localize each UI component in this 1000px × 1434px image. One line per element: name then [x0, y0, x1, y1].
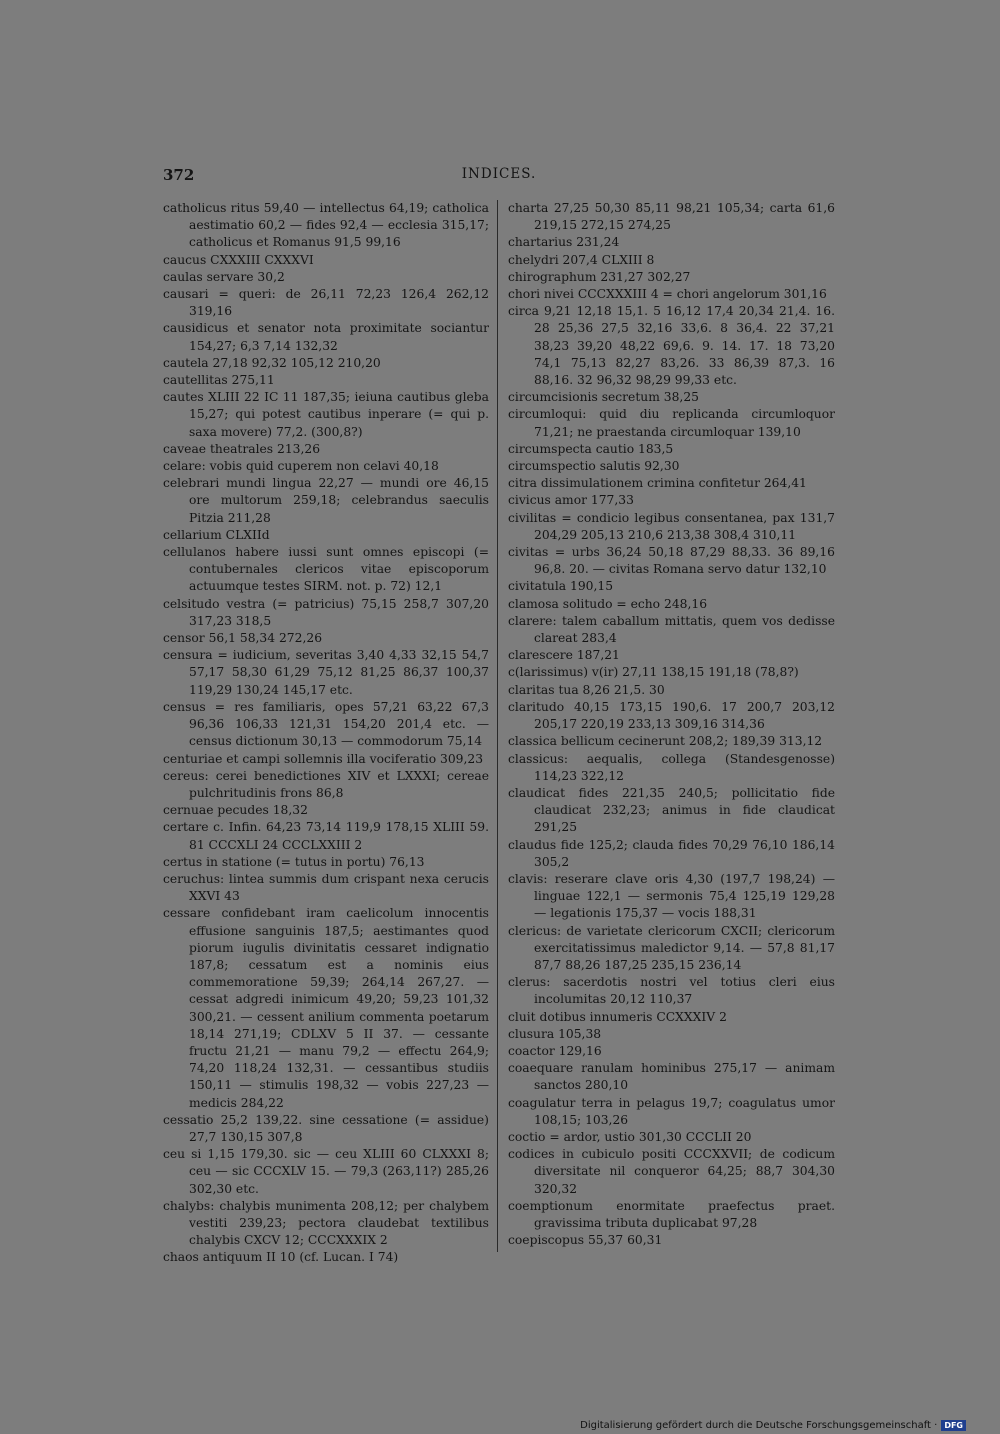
index-entry: classica bellicum cecinerunt 208,2; 189,39 313,12: [508, 734, 823, 749]
index-entry: civitas = urbs 36,24 50,18 87,29 88,33. 36 89,16 96,8. 20. — civitas Romana servo datur 132,10: [508, 545, 835, 577]
index-entry: caulas servare 30,2: [163, 269, 285, 284]
index-entry: coaequare ranulam hominibus 275,17 — animam sanctos 280,10: [508, 1061, 835, 1093]
index-entry: ceu si 1,15 179,30. sic — ceu XLIII 60 CLXXXI 8; ceu — sic CCCXLV 15. — 79,3 (263,11?) 285,26 302,30 etc.: [163, 1147, 489, 1196]
index-entry: coctio = ardor, ustio 301,30 CCCLII 20: [508, 1129, 752, 1144]
index-entry: circumspecta cautio 183,5: [508, 441, 674, 456]
index-entry: cessare confidebant iram caelicolum innocentis effusione sanguinis 187,5; aestimantes quod piorum iugulis divinitatis cessaret indignatio 187,8; cessatum est a nominis eius commemoratione 59,39; 264,14 267,27. — cessat adgredi inimicum 49,20; 59,23 101,32 300,21. — cessent anilium commenta poetarum 18,14 271,19; CDLXV 5 II 37. — cessante fructu 21,21 — manu 79,2 — effectu 264,9; 74,20 118,24 132,31. — cessantibus studiis 150,11 — stimulis 198,32 — vobis 227,23 — medicis 284,22: [163, 906, 489, 1110]
index-entry: clerus: sacerdotis nostri vel totius cleri eius incolumitas 20,12 110,37: [508, 975, 835, 1007]
index-entry: chelydri 207,4 CLXIII 8: [508, 252, 655, 267]
index-entry: circumcisionis secretum 38,25: [508, 390, 699, 405]
index-entry: census = res familiaris, opes 57,21 63,22 67,3 96,36 106,33 121,31 154,20 201,4 etc. — census dictionum 30,13 — commodorum 75,14: [163, 699, 489, 749]
index-entry: cluit dotibus innumeris CCXXXIV 2: [508, 1009, 727, 1024]
index-entry: cellarium CLXIId: [163, 527, 270, 542]
page-header: [163, 166, 835, 188]
footer-credit: [580, 1418, 966, 1432]
running-title: INDICES.: [461, 166, 537, 182]
index-entry: claritas tua 8,26 21,5. 30: [508, 682, 665, 697]
index-entry: claritudo 40,15 173,15 190,6. 17 200,7 203,12 205,17 220,19 233,13 309,16 314,36: [508, 699, 835, 732]
index-entry: coepiscopus 55,37 60,31: [508, 1233, 663, 1248]
index-entry: caucus CXXXIII CXXXVI: [163, 252, 314, 267]
index-entry: claudicat fides 221,35 240,5; pollicitatio fide claudicat 232,23; animus in fide claudicat 291,25: [508, 785, 835, 835]
index-entry: chartarius 231,24: [508, 235, 620, 250]
index-entry: celare: vobis quid cuperem non celavi 40,18: [163, 459, 439, 474]
index-entry: clarescere 187,21: [508, 648, 620, 663]
index-entry: circumspectio salutis 92,30: [508, 459, 680, 474]
index-entry: clavis: reserare clave oris 4,30 (197,7 198,24) — linguae 122,1 — sermonis 75,4 125,19 129,28 — legationis 175,37 — vocis 188,31: [508, 871, 835, 921]
index-entry: civicus amor 177,33: [508, 493, 634, 508]
index-entry: cautela 27,18 92,32 105,12 210,20: [163, 355, 381, 370]
index-entry: clericus: de varietate clericorum CXCII; clericorum exercitatissimus maledictor 9,14. — 57,8 81,17 87,7 88,26 187,25 235,15 236,14: [508, 923, 835, 972]
index-entry: caveae theatrales 213,26: [163, 441, 321, 456]
index-entry: cereus: cerei benedictiones XIV et LXXXI; cereae pulchritudinis frons 86,8: [163, 768, 489, 800]
index-entry: censor 56,1 58,34 272,26: [163, 631, 323, 646]
index-entry: coemptionum enormitate praefectus praet. gravissima tributa duplicabat 97,28: [508, 1198, 835, 1230]
index-entry: causari = queri: de 26,11 72,23 126,4 262,12 319,16: [163, 287, 489, 319]
index-entry: centuriae et campi sollemnis illa vociferatio 309,23: [163, 751, 484, 766]
index-entry: codices in cubiculo positi CCCXXVII; de codicum diversitate nil conqueror 64,25; 88,7 304,30 320,32: [508, 1147, 835, 1196]
index-entry: charta 27,25 50,30 85,11 98,21 105,34; carta 61,6 219,15 272,15 274,25: [508, 201, 835, 233]
column-divider: [497, 200, 498, 1252]
index-entry: celsitudo vestra (= patricius) 75,15 258,7 307,20 317,23 318,5: [163, 596, 489, 628]
index-entry: civitatula 190,15: [508, 579, 614, 594]
index-entry: chaos antiquum II 10 (cf. Lucan. I 74): [163, 1250, 399, 1265]
index-entry: celebrari mundi lingua 22,27 — mundi ore 46,15 ore multorum 259,18; celebrandus saeculis Pitzia 211,28: [163, 476, 489, 525]
index-entry: claudus fide 125,2; clauda fides 70,29 76,10 186,14 305,2: [508, 837, 835, 869]
index-entry: chori nivei CCCXXXIII 4 = chori angelorum 301,16: [508, 287, 827, 302]
index-entry: chirographum 231,27 302,27: [508, 269, 691, 284]
index-entry: classicus: aequalis, collega (Standesgenosse) 114,23 322,12: [508, 751, 835, 783]
dfg-logo-icon: DFG: [941, 1420, 966, 1431]
index-entry: certare c. Infin. 64,23 73,14 119,9 178,15 XLIII 59. 81 CCCXLI 24 CCCLXXIII 2: [163, 820, 489, 852]
index-entry: censura = iudicium, severitas 3,40 4,33 32,15 54,7 57,17 58,30 61,29 75,12 81,25 86,37 100,37 119,29 130,24 145,17 etc.: [163, 648, 489, 697]
index-entry: clarere: talem caballum mittatis, quem vos dedisse clareat 283,4: [508, 613, 835, 646]
index-entry: cessatio 25,2 139,22. sine cessatione (= assidue) 27,7 130,15 307,8: [163, 1112, 489, 1144]
index-entry: certus in statione (= tutus in portu) 76,13: [163, 854, 425, 869]
index-column-right: [508, 200, 835, 1249]
index-entry: clusura 105,38: [508, 1026, 602, 1041]
index-entry: cellulanos habere iussi sunt omnes episcopi (= contubernales clericos vitae episcoporum actuumque testes SIRM. not. p. 72) 12,1: [163, 545, 489, 594]
index-entry: cautes XLIII 22 IC 11 187,35; ieiuna cautibus gleba 15,27; qui potest cautibus inperare (= qui p. saxa movere) 77,2. (300,8?): [163, 390, 489, 439]
index-entry: coagulatur terra in pelagus 19,7; coagulatus umor 108,15; 103,26: [508, 1095, 835, 1127]
index-entry: clamosa solitudo = echo 248,16: [508, 596, 708, 611]
index-entry: c(larissimus) v(ir) 27,11 138,15 191,18 (78,8?): [508, 665, 799, 680]
index-entry: cernuae pecudes 18,32: [163, 803, 308, 818]
index-entry: circa 9,21 12,18 15,1. 5 16,12 17,4 20,34 21,4. 16. 28 25,36 27,5 32,16 33,6. 8 36,4. 22 37,21 38,23 39,20 48,22 69,6. 9. 14. 17. 18 73,20 74,1 75,13 82,27 83,26. 33 86,39 87,3. 16 88,16. 32 96,32 98,29 99,33 etc.: [508, 304, 835, 388]
index-column-left: [163, 200, 489, 1267]
index-entry: citra dissimulationem crimina confitetur 264,41: [508, 476, 807, 491]
index-entry: catholicus ritus 59,40 — intellectus 64,19; catholica aestimatio 60,2 — fides 92,4 — ecclesia 315,17; catholicus et Romanus 91,5 99,16: [163, 201, 489, 250]
index-entry: causidicus et senator nota proximitate sociantur 154,27; 6,3 7,14 132,32: [163, 321, 489, 353]
index-entry: cautellitas 275,11: [163, 373, 275, 388]
funding-credit: Digitalisierung gefördert durch die Deutsche Forschungsgemeinschaft ·: [580, 1419, 938, 1431]
index-entry: circumloqui: quid diu replicanda circumloquor 71,21; ne praestanda circumloquar 139,10: [508, 407, 835, 439]
index-entry: chalybs: chalybis munimenta 208,12; per chalybem vestiti 239,23; pectora claudebat textilibus chalybis CXCV 12; CCCXXXIX 2: [163, 1198, 489, 1248]
index-entry: ceruchus: lintea summis dum crispant nexa cerucis XXVI 43: [163, 871, 489, 904]
index-entry: civilitas = condicio legibus consentanea, pax 131,7 204,29 205,13 210,6 213,38 308,4 310,11: [508, 510, 835, 542]
page-number: 372: [163, 166, 195, 184]
index-entry: coactor 129,16: [508, 1043, 602, 1058]
